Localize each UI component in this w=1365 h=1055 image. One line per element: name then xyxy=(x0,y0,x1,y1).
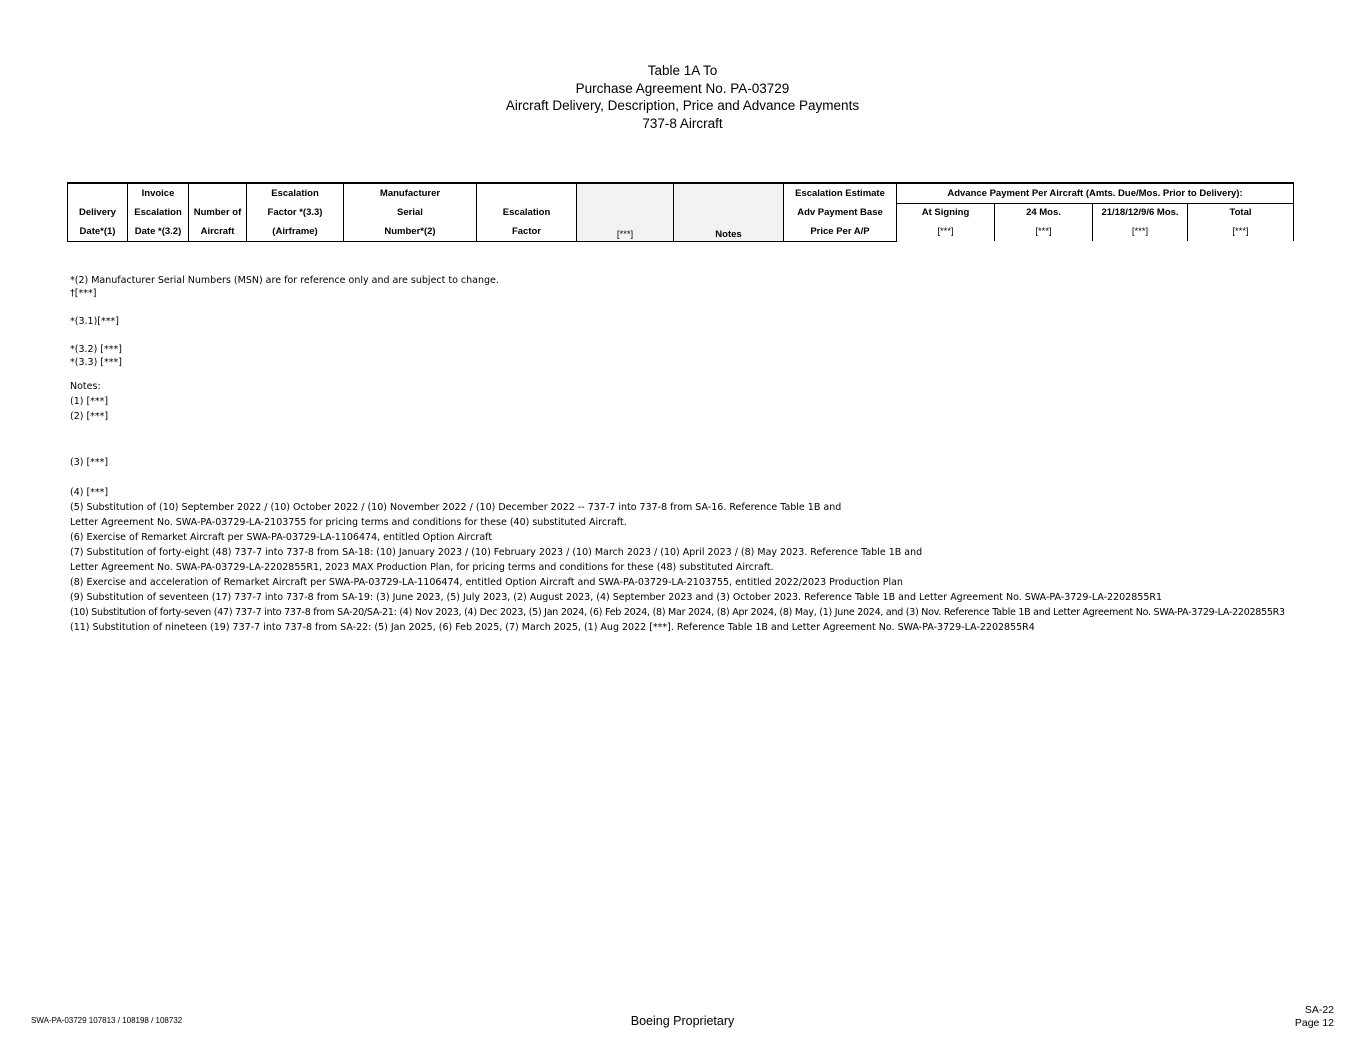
note-7b: Letter Agreement No. SWA-PA-03729-LA-2202855R1, 2023 MAX Production Plan, for pricing terms and conditions for these (48) substituted Aircraft. xyxy=(70,562,774,573)
title-line-2: Purchase Agreement No. PA-03729 xyxy=(575,80,790,96)
header-escalation-r1 xyxy=(477,183,577,203)
header-notes xyxy=(674,183,784,241)
header-escfactor-r3: (Airframe) xyxy=(247,222,344,241)
header-invoice-r3: Date *(3.2) xyxy=(128,222,189,241)
footnotes xyxy=(70,274,1330,635)
header-number-r2: Number of xyxy=(189,203,247,222)
title-line-3: Aircraft Delivery, Description, Price and Advance Payments xyxy=(505,98,860,113)
header-escfactor-r1: Escalation xyxy=(247,183,344,203)
note-1: (1) [***] xyxy=(70,396,109,407)
value-24-mos: [***] xyxy=(995,222,1093,241)
note-2: (2) [***] xyxy=(70,411,109,422)
note-7a: (7) Substitution of forty-eight (48) 737-7 into 737-8 from SA-18: (10) January 2023 / (10) February 2023 / (10) March 2023 / (10) April 2023 / (8) May 2023. Reference Table 1B and xyxy=(70,547,923,558)
header-msn-r2: Serial xyxy=(344,203,477,222)
note-3-1: *(3.1)[***] xyxy=(70,316,119,327)
header-24-mos: 24 Mos. xyxy=(995,203,1093,222)
footer-sa-number: SA-22 xyxy=(1304,1004,1334,1016)
note-10: (10) Substitution of forty-seven (47) 737-7 into 737-8 from SA-20/SA-21: (4) Nov 2023, (4) Dec 2023, (5) Jan 2024, (6) Feb 2024, (8) Mar 2024, (8) Apr 2024, (8) May, (1) June 2024, and (3) Nov. Reference Table 1B and Letter Agreement No. SWA-PA-3729-LA-2202855R3 xyxy=(70,607,1285,618)
header-invoice-r1: Invoice xyxy=(128,183,189,203)
note-5b: Letter Agreement No. SWA-PA-03729-LA-2103755 for pricing terms and conditions for these (40) substituted Aircraft. xyxy=(70,517,627,528)
header-number-r1 xyxy=(189,183,247,203)
delivery-table-header xyxy=(67,182,1294,242)
header-total: Total xyxy=(1188,203,1294,222)
title-line-1: Table 1A To xyxy=(647,63,718,78)
notes-heading: Notes: xyxy=(70,381,101,392)
header-at-signing: At Signing xyxy=(897,203,995,222)
document-title xyxy=(0,62,1365,132)
footer-page-info xyxy=(1295,1004,1334,1030)
header-msn-r1: Manufacturer xyxy=(344,183,477,203)
note-8: (8) Exercise and acceleration of Remarket Aircraft per SWA-PA-03729-LA-1106474, entitled Option Aircraft and SWA-PA-03729-LA-2103755, entitled 2022/2023 Production Plan xyxy=(70,577,903,588)
header-21-18-12-9-6-mos: 21/18/12/9/6 Mos. xyxy=(1093,203,1188,222)
header-invoice-r2: Escalation xyxy=(128,203,189,222)
header-number-r3: Aircraft xyxy=(189,222,247,241)
header-escalation-r3: Factor xyxy=(477,222,577,241)
header-delivery-r2: Delivery xyxy=(68,203,128,222)
value-total: [***] xyxy=(1188,222,1294,241)
header-estimate-r1: Escalation Estimate xyxy=(784,183,897,203)
note-11: (11) Substitution of nineteen (19) 737-7 into 737-8 from SA-22: (5) Jan 2025, (6) Feb 2025, (7) March 2025, (1) Aug 2022 [***]. Reference Table 1B and Letter Agreement No. SWA-PA-3729-LA-2202855R4 xyxy=(70,622,1035,633)
header-redacted-label: [***] xyxy=(616,228,634,240)
note-9: (9) Substitution of seventeen (17) 737-7 into 737-8 from SA-19: (3) June 2023, (5) July 2023, (2) August 2023, (4) September 2023 and (3) October 2023. Reference Table 1B and Letter Agreement No. SWA-PA-3729-LA-2202855R1 xyxy=(70,592,1163,603)
header-advance-payment: Advance Payment Per Aircraft (Amts. Due/Mos. Prior to Delivery): xyxy=(897,183,1294,203)
header-msn-r3: Number*(2) xyxy=(344,222,477,241)
footer-page-number: Page 12 xyxy=(1294,1017,1334,1029)
note-3: (3) [***] xyxy=(70,457,109,468)
note-dagger: †[***] xyxy=(70,288,97,299)
note-4: (4) [***] xyxy=(70,487,109,498)
header-escfactor-r2: Factor *(3.3) xyxy=(247,203,344,222)
note-5a: (5) Substitution of (10) September 2022 / (10) October 2022 / (10) November 2022 / (10) December 2022 -- 737-7 into 737-8 from SA-16. Reference Table 1B and xyxy=(70,502,842,513)
note-msn: *(2) Manufacturer Serial Numbers (MSN) are for reference only and are subject to change. xyxy=(70,275,499,286)
value-21-18-12-9-6-mos: [***] xyxy=(1093,222,1188,241)
header-escalation-r2: Escalation xyxy=(477,203,577,222)
note-3-2: *(3.2) [***] xyxy=(70,344,122,355)
header-estimate-r2: Adv Payment Base xyxy=(784,203,897,222)
header-delivery-r3: Date*(1) xyxy=(68,222,128,241)
footer-proprietary: Boeing Proprietary xyxy=(630,1014,735,1028)
header-delivery-r1 xyxy=(68,183,128,203)
header-redacted xyxy=(577,183,674,241)
header-notes-label: Notes xyxy=(715,228,742,240)
value-at-signing: [***] xyxy=(897,222,995,241)
footer-document-id: SWA-PA-03729 107813 / 108198 / 108732 xyxy=(31,1016,183,1025)
header-estimate-r3: Price Per A/P xyxy=(784,222,897,241)
note-3-3: *(3.3) [***] xyxy=(70,357,122,368)
title-line-4: 737-8 Aircraft xyxy=(642,115,723,131)
note-6: (6) Exercise of Remarket Aircraft per SWA-PA-03729-LA-1106474, entitled Option Aircraft xyxy=(70,532,493,543)
